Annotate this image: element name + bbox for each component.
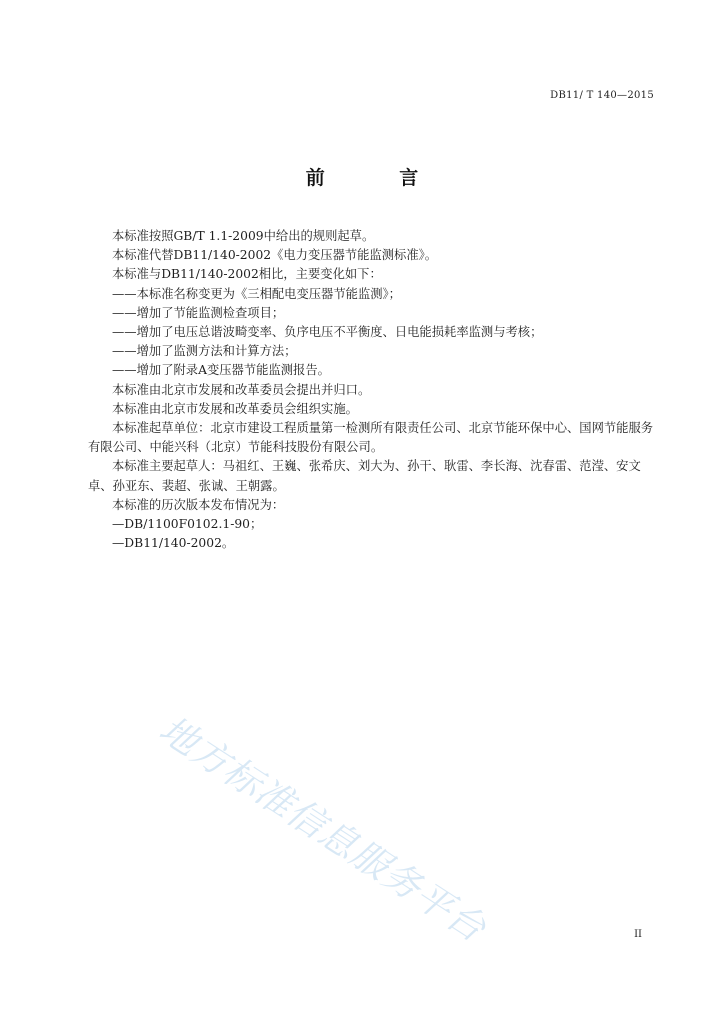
paragraph-organized-by: 本标准由北京市发展和改革委员会组织实施。 — [112, 401, 358, 416]
page-number: II — [634, 929, 642, 940]
change-item: ——增加了电压总谐波畸变率、负序电压不平衡度、日电能损耗率监测与考核； — [112, 325, 543, 340]
version-item: —DB11/140-2002。 — [112, 536, 235, 551]
version-item: —DB/1100F0102.1-90； — [112, 517, 263, 532]
change-item: ——本标准名称变更为《三相配电变压器节能监测》； — [112, 286, 401, 301]
paragraph-replaces: 本标准代替DB11/140-2002《电力变压器节能监测标准》。 — [112, 248, 438, 263]
change-item: ——增加了节能监测检查项目； — [112, 305, 285, 320]
foreword-body — [88, 227, 656, 553]
paragraph-version-history: 本标准的历次版本发布情况为： — [112, 497, 285, 512]
paragraph-drafters: 本标准主要起草人：马祖红、王巍、张希庆、刘大为、孙干、耿雷、李长海、沈春雷、范滢、安文卓、孙亚东、裴超、张诚、王朝露。 — [88, 459, 641, 493]
page-title: 前 言 — [305, 167, 453, 189]
change-item: ——增加了监测方法和计算方法； — [112, 344, 297, 359]
paragraph-drafting-rules: 本标准按照GB/T 1.1-2009中给出的规则起草。 — [112, 229, 375, 243]
paragraph-drafting-units: 本标准起草单位：北京市建设工程质量第一检测所有限责任公司、北京节能环保中心、国网节能服务有限公司、中能兴科（北京）节能科技股份有限公司。 — [88, 421, 654, 455]
paragraph-changes-intro: 本标准与DB11/140-2002相比，主要变化如下： — [112, 267, 382, 282]
paragraph-proposed-by: 本标准由北京市发展和改革委员会提出并归口。 — [112, 382, 371, 397]
change-item: ——增加了附录A变压器节能监测报告。 — [112, 363, 330, 378]
standard-code: DB11/ T 140—2015 — [550, 90, 654, 101]
watermark: 地方标准信息服务平台 — [151, 707, 494, 951]
